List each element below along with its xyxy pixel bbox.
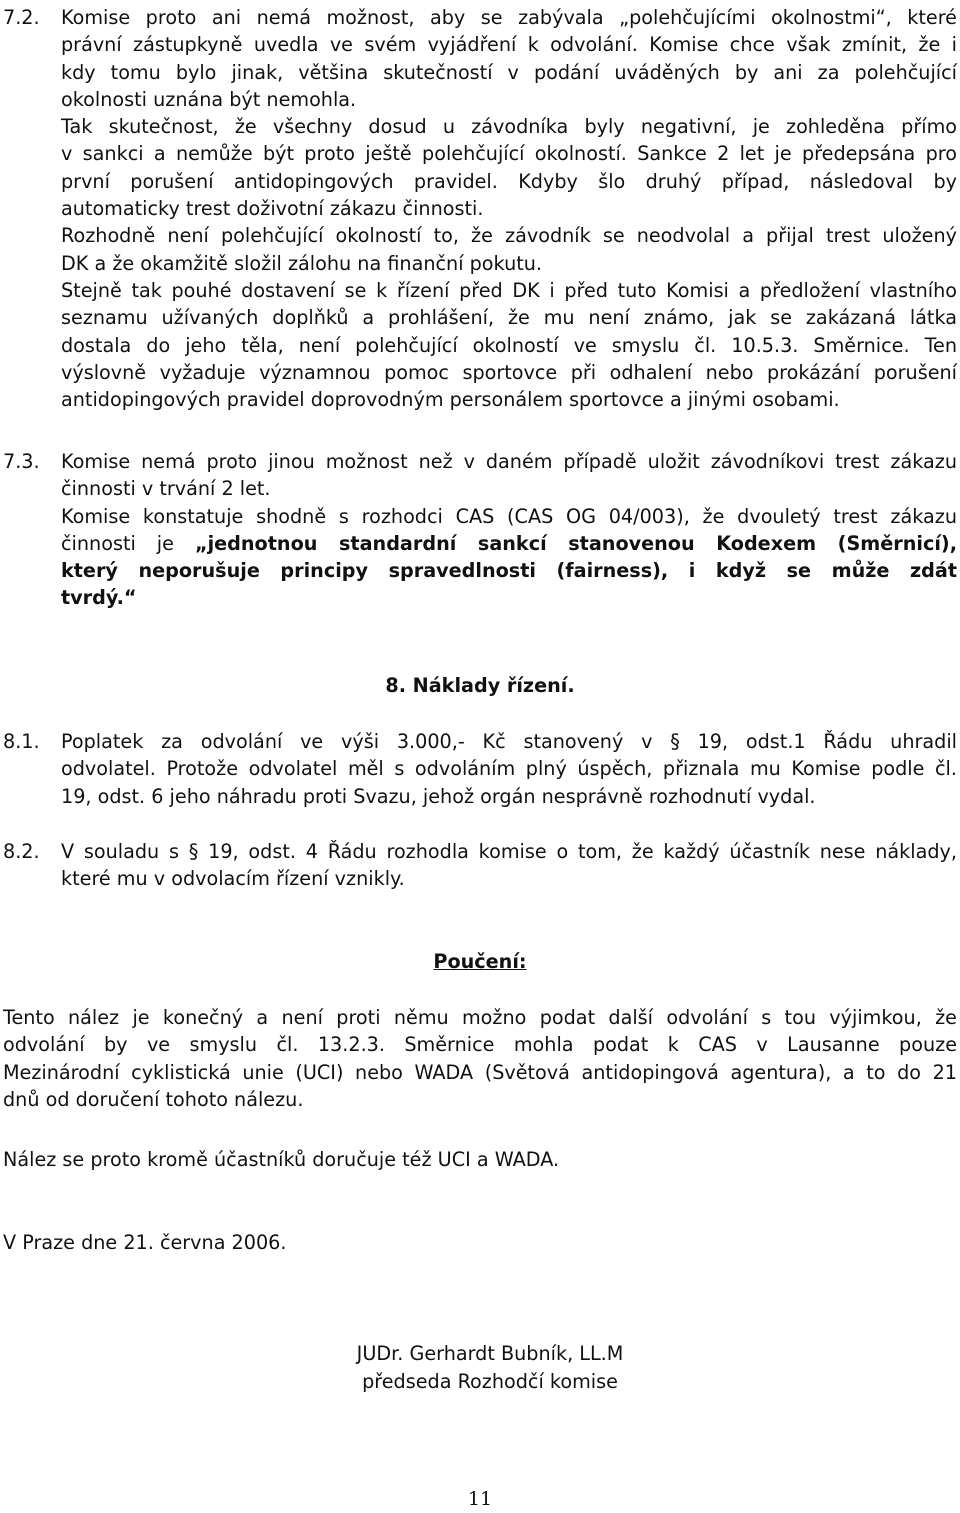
text-line: Komise nemá proto jinou možnost než v daném případě uložit závodníkovi trest zákazu xyxy=(61,450,957,473)
text-line: seznamu užívaných doplňků a prohlášení, že mu není známo, jak se zakázaná látka xyxy=(61,306,957,330)
text-line: Tak skutečnost, že všechny dosud u závodníka byly negativní, je zohleděna přímo xyxy=(61,115,957,139)
page-number: 11 xyxy=(467,1488,493,1510)
text-line: 19, odst. 6 jeho náhradu proti Svazu, jehož orgán nesprávně rozhodnutí vydal. xyxy=(61,784,816,808)
text-line: dnů od doručení tohoto nálezu. xyxy=(3,1087,304,1111)
signature-block xyxy=(300,1340,680,1396)
instruction-paragraph xyxy=(3,1004,957,1113)
text-line: Stejně tak pouhé dostavení se k řízení před DK i před tuto Komisi a předložení vlastního xyxy=(61,278,957,302)
text-line: DK a že okamžitě složil zálohu na finanční pokutu. xyxy=(61,251,543,275)
text-line: Tento nález je konečný a není proti němu možno podat další odvolání s tou výjimkou, že xyxy=(3,1006,957,1029)
place-and-date: V Praze dne 21. června 2006. xyxy=(3,1231,287,1254)
section-7-3-text xyxy=(61,448,957,612)
text-line: Komise konstatuje shodně s rozhodci CAS (CAS OG 04/003), že dvouletý trest zákazu xyxy=(61,504,957,528)
instruction-heading-wrap xyxy=(0,948,960,975)
section-8-1-text xyxy=(61,728,957,810)
quote-lead: činnosti je xyxy=(61,531,195,555)
text-line xyxy=(61,530,957,557)
text-line: činnosti v trvání 2 let. xyxy=(61,477,271,501)
section-8-2-text xyxy=(61,838,957,893)
text-line: kdy tomu bylo jinak, většina skutečností v podání uváděných by ani za polehčující xyxy=(61,60,957,84)
cas-quote-part-1: „jednotnou standardní sankcí stanovenou Kodexem (Směrnicí), xyxy=(194,531,957,555)
section-7-2-text xyxy=(61,4,957,413)
text-line: automaticky trest doživotní zákazu činnosti. xyxy=(61,197,484,221)
text-line: okolnosti uznána být nemohla. xyxy=(61,87,357,111)
section-number-8-1: 8.1. xyxy=(3,730,40,753)
text-line: odvolání by ve smyslu čl. 13.2.3. Směrnice mohla podat k CAS v Lausanne pouze xyxy=(3,1033,957,1057)
text-line: odvolatel. Protože odvolatel měl s odvoláním plný úspěch, přiznala mu Komise podle čl. xyxy=(61,757,957,781)
delivery-note: Nález se proto kromě účastníků doručuje též UCI a WADA. xyxy=(3,1148,560,1171)
instruction-heading: Poučení: xyxy=(433,950,527,973)
text-line: dostala do jeho těla, není polehčující okolností ve smyslu čl. 10.5.3. Směrnice. Ten xyxy=(61,333,957,357)
cas-quote-part-2: který neporušuje principy spravedlnosti (fairness), i když se může zdát xyxy=(61,559,957,583)
text-line: výslovně vyžaduje významnou pomoc sportovce při odhalení nebo prokázání porušení xyxy=(61,360,957,384)
text-line: právní zástupkyně uvedla ve svém vyjádření k odvolání. Komise chce však zmínit, že i xyxy=(61,33,957,57)
text-line: Komise proto ani nemá možnost, aby se zabývala „polehčujícími okolnostmi“, které xyxy=(61,6,957,29)
text-line: první porušení antidopingových pravidel. Kdyby šlo druhý případ, následoval by xyxy=(61,169,957,193)
signatory-role: předseda Rozhodčí komise xyxy=(362,1370,618,1393)
text-line: antidopingových pravidel doprovodným personálem sportovce a jinými osobami. xyxy=(61,388,840,412)
text-line: v sankci a nemůže být proto ještě polehčující okolností. Sankce 2 let je předepsána pro xyxy=(61,142,957,166)
cas-quote-part-3: tvrdý.“ xyxy=(61,586,137,610)
section-number-7-2: 7.2. xyxy=(3,6,40,29)
text-line: Poplatek za odvolání ve výši 3.000,- Kč stanovený v § 19, odst.1 Řádu uhradil xyxy=(61,730,957,753)
costs-heading: 8. Náklady řízení. xyxy=(385,674,575,697)
section-number-8-2: 8.2. xyxy=(3,840,40,863)
text-line: Rozhodně není polehčující okolností to, že závodník se neodvolal a přijal trest uložený xyxy=(61,224,957,248)
signatory-name: JUDr. Gerhardt Bubník, LL.M xyxy=(356,1342,624,1365)
text-line: V souladu s § 19, odst. 4 Řádu rozhodla komise o tom, že každý účastník nese náklady, xyxy=(61,840,957,863)
section-number-7-3: 7.3. xyxy=(3,450,40,473)
text-line: které mu v odvolacím řízení vznikly. xyxy=(61,867,405,891)
text-line: Mezinárodní cyklistická unie (UCI) nebo WADA (Světová antidopingová agentura), a to do 21 xyxy=(3,1060,957,1084)
